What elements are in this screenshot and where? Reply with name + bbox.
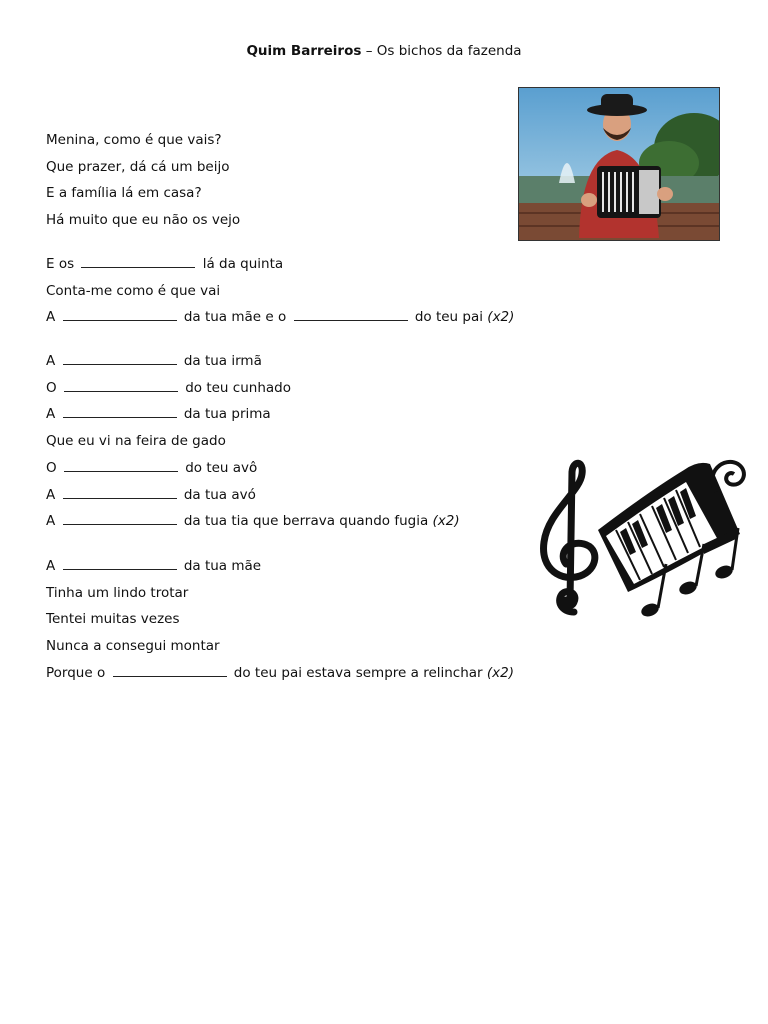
lyric-text: da tua prima [179,406,271,423]
repeat-marker: (x2) [487,309,515,326]
fill-in-blank[interactable] [64,379,178,392]
lyric-text: do teu pai [410,309,488,326]
photo-illustration [519,88,720,241]
fill-in-blank[interactable] [113,664,227,677]
lyric-text: do teu avô [180,459,258,476]
fill-in-blank[interactable] [63,308,177,321]
fill-in-blank[interactable] [64,459,178,472]
lyric-line [46,255,283,273]
lyric-line [46,211,240,229]
lyric-text: A [46,309,60,326]
lyric-text: da tua mãe e o [179,309,291,326]
fill-in-blank[interactable] [63,405,177,418]
lyric-text: Conta-me como é que vai [46,282,221,299]
lyric-line [46,379,291,397]
song-name: Os bichos da fazenda [376,43,522,59]
lyric-text: da tua tia que berrava quando fugia [179,513,433,530]
lyric-text: O [46,379,61,396]
lyric-text: A [46,513,60,530]
lyric-line [46,610,180,628]
lyric-line [46,405,271,423]
lyric-line [46,459,257,477]
fill-in-blank[interactable] [81,255,195,268]
music-notes-piano-icon [528,452,750,624]
lyric-text: Nunca a consegui montar [46,638,220,655]
lyric-text: da tua avó [179,486,256,503]
lyric-line [46,557,261,575]
fill-in-blank[interactable] [63,352,177,365]
lyric-line [46,637,220,655]
fill-in-blank[interactable] [294,308,408,321]
lyric-line [46,282,220,300]
lyric-line [46,184,202,202]
lyric-text: lá da quinta [198,256,284,272]
fill-in-blank[interactable] [63,557,177,570]
repeat-marker: (x2) [486,664,515,681]
lyric-line [46,664,514,682]
accordion-player-photo [518,87,720,241]
lyric-text: E a família lá em casa? [46,185,202,202]
lyric-text: A [46,558,60,574]
lyric-line [46,131,222,149]
lyric-text: A [46,486,60,503]
title-separator: – [361,43,377,59]
lyric-text: do teu pai estava sempre a relinchar [229,664,487,681]
lyric-text: do teu cunhado [180,379,291,396]
page-title [0,43,768,59]
fill-in-blank[interactable] [63,486,177,499]
lyric-line [46,512,460,530]
lyric-text: Tentei muitas vezes [46,611,180,628]
lyric-text: Há muito que eu não os vejo [46,212,241,229]
lyric-line [46,432,226,450]
repeat-marker: (x2) [432,513,460,530]
lyric-text: Menina, como é que vais? [46,132,222,148]
fill-in-blank[interactable] [63,512,177,525]
lyric-line [46,486,256,504]
lyric-text: Porque o [46,664,110,681]
artist-name: Quim Barreiros [246,43,362,59]
lyric-line [46,352,262,370]
lyric-line [46,308,514,326]
lyric-text: E os [46,256,79,272]
lyric-text: A [46,406,60,423]
lyric-text: A [46,353,60,369]
lyric-line [46,158,229,176]
lyric-text: Que prazer, dá cá um beijo [46,158,230,175]
lyric-line [46,584,188,602]
lyric-text: da tua irmã [179,353,262,369]
lyric-text: Que eu vi na feira de gado [46,433,226,450]
lyric-text: da tua mãe [179,558,262,574]
lyric-text: Tinha um lindo trotar [46,584,189,601]
music-clipart [528,452,750,624]
lyric-text: O [46,459,61,476]
